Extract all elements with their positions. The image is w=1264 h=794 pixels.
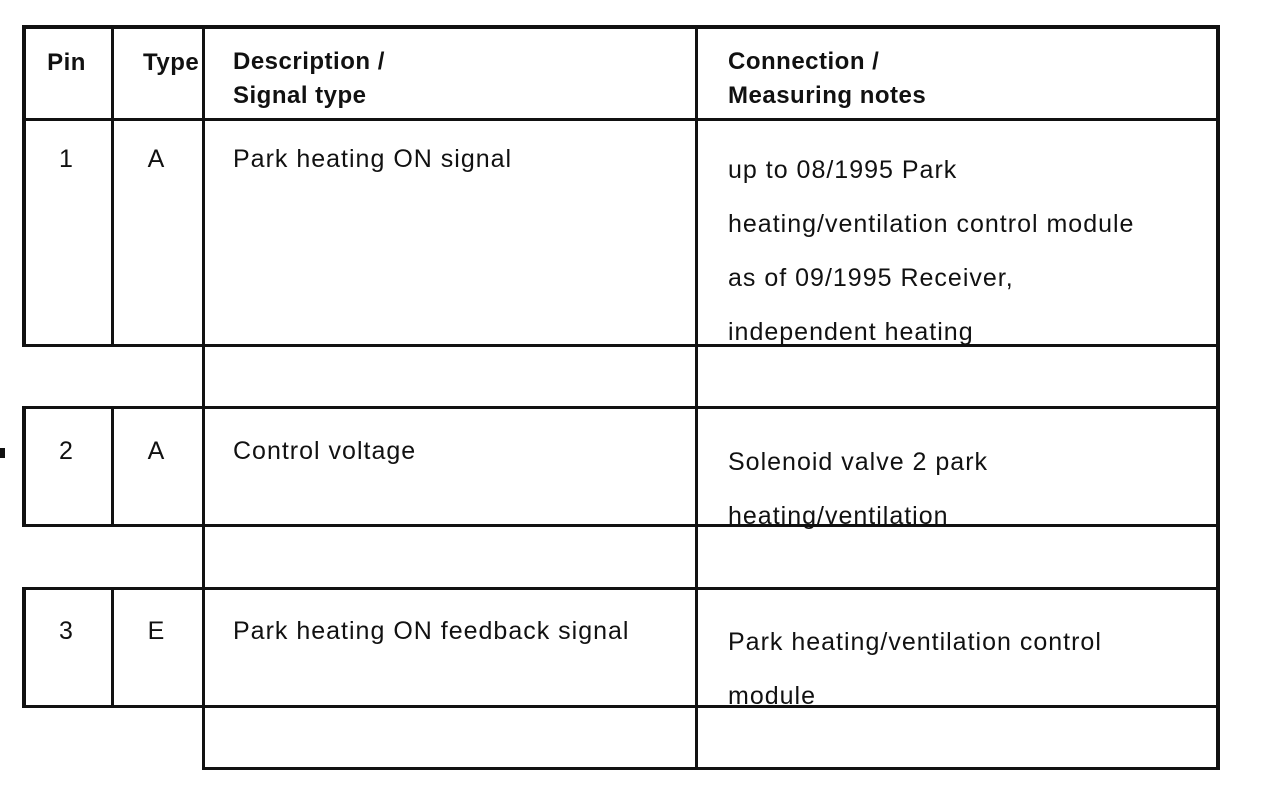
pin-cell-row3: 3 [59, 617, 74, 645]
connection-cell-row1 [728, 143, 1134, 359]
description-connection-divider [695, 25, 698, 769]
row2-top-rule [22, 406, 1220, 409]
pin-cell-row1: 1 [59, 145, 74, 173]
connection-row2-line1: Solenoid valve 2 park [728, 448, 989, 476]
connection-row3-line1: Park heating/ventilation control [728, 628, 1102, 656]
connection-row3-line2: module [728, 682, 816, 710]
description-cell-row2: Control voltage [233, 437, 417, 465]
description-header-line2: Signal type [233, 82, 367, 109]
type-cell-row2: A [147, 437, 166, 465]
connection-cell-row3 [728, 615, 1102, 723]
table-right-border [1216, 25, 1220, 769]
connection-header-line1: Connection / [728, 48, 880, 75]
row3-top-rule [22, 587, 1220, 590]
type-description-divider [202, 25, 205, 769]
pin-header-cell: Pin [47, 49, 86, 76]
description-cell-row1: Park heating ON signal [233, 145, 513, 173]
connection-row2-line2: heating/ventilation [728, 502, 949, 530]
scan-artifact-mark [0, 448, 5, 458]
connection-row1-line3: as of 09/1995 Receiver, [728, 264, 1014, 292]
pin-type-divider-header-row1 [111, 25, 114, 346]
connection-header-line2: Measuring notes [728, 82, 927, 109]
table-top-border [22, 25, 1220, 29]
description-header-line1: Description / [233, 48, 385, 75]
connection-row1-line1: up to 08/1995 Park [728, 156, 958, 184]
table-left-border-row3 [22, 590, 26, 707]
pin-cell-row2: 2 [59, 437, 74, 465]
description-cell-row3: Park heating ON feedback signal [233, 617, 630, 645]
type-header-cell: Type [143, 49, 200, 76]
type-cell-row1: A [147, 145, 166, 173]
description-header-cell [233, 45, 385, 113]
row2-bottom-rule [22, 524, 1220, 527]
type-cell-row3: E [147, 617, 166, 645]
connection-row1-line4: independent heating [728, 318, 974, 346]
connection-row1-line2: heating/ventilation control module [728, 210, 1135, 238]
table-final-bottom-rule [202, 767, 1220, 770]
pin-type-divider-row2 [111, 409, 114, 527]
header-bottom-rule [22, 118, 1220, 121]
table-left-border-row2 [22, 409, 26, 527]
connection-cell-row2 [728, 435, 988, 543]
pin-type-divider-row3 [111, 590, 114, 707]
connection-header-cell [728, 45, 926, 113]
